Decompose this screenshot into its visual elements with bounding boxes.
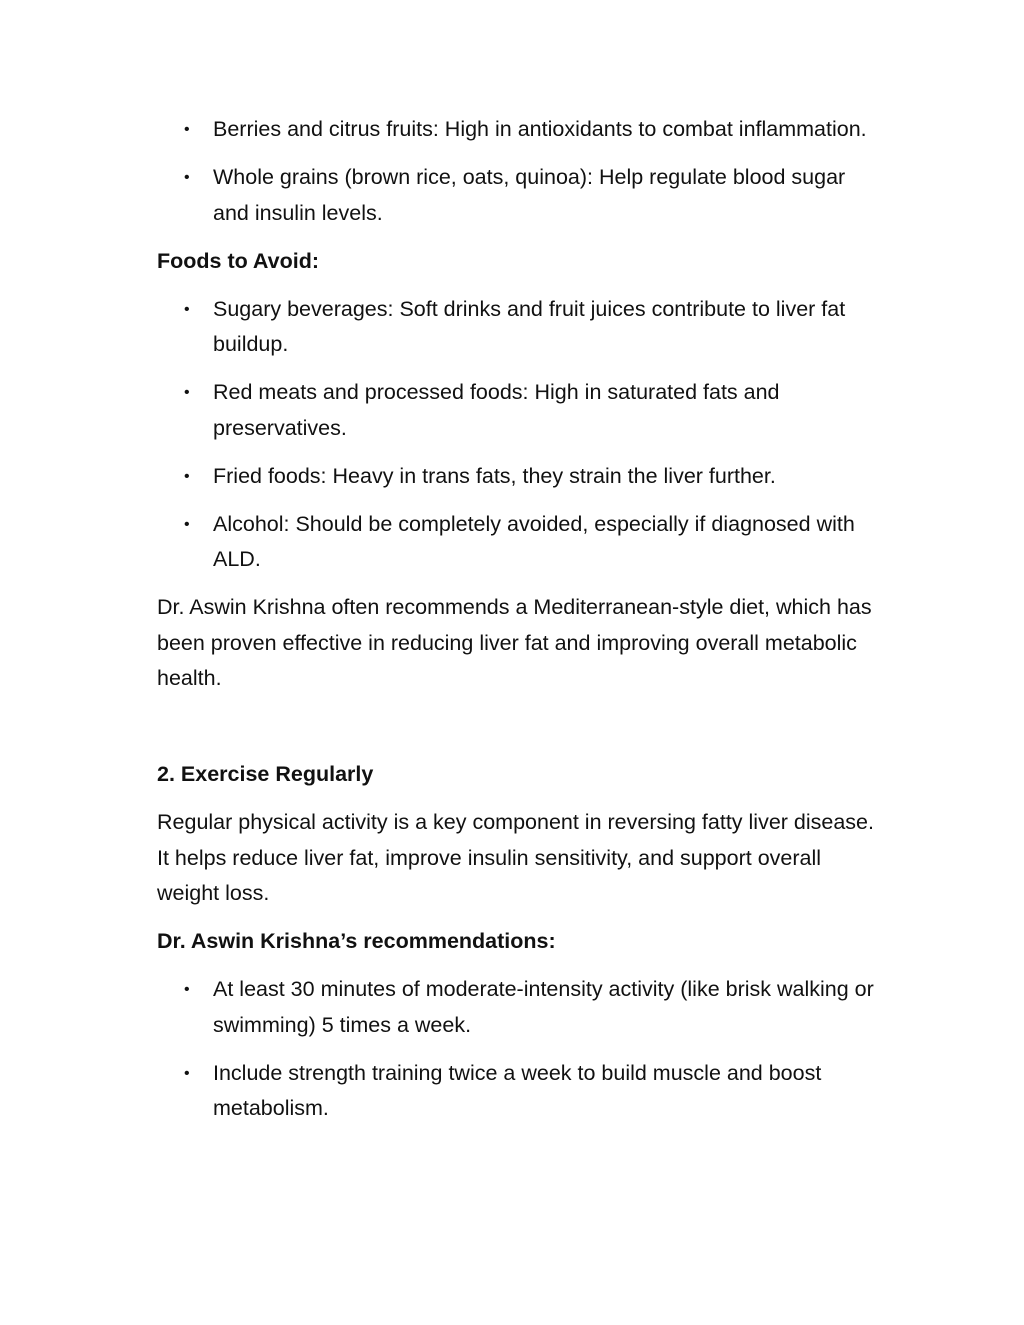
list-item-text: Red meats and processed foods: High in saturated fats and preservatives. bbox=[213, 380, 780, 440]
exercise-heading: 2. Exercise Regularly bbox=[157, 762, 374, 786]
list-item-text: Whole grains (brown rice, oats, quinoa): Help regulate blood sugar and insulin levels. bbox=[213, 165, 846, 225]
section-spacer bbox=[157, 709, 877, 757]
list-item bbox=[157, 507, 877, 578]
bullet: • bbox=[184, 467, 190, 485]
bullet: • bbox=[184, 300, 190, 318]
list-item bbox=[157, 972, 877, 1043]
foods-to-avoid-heading: Foods to Avoid: bbox=[157, 248, 320, 273]
list-item-text: Berries and citrus fruits: High in antioxidants to combat inflammation. bbox=[213, 117, 867, 141]
bullet: • bbox=[184, 1064, 190, 1082]
bullet: • bbox=[184, 169, 190, 186]
exercise-paragraph: Regular physical activity is a key component in reversing fatty liver disease. It helps reduce liver fat, improve insulin sensitivity, and support overall weight loss. bbox=[157, 810, 874, 905]
list-item-text: Sugary beverages: Soft drinks and fruit juices contribute to liver fat buildup. bbox=[213, 296, 846, 356]
recommendations-list bbox=[157, 972, 877, 1127]
list-item-text: Alcohol: Should be completely avoided, especially if diagnosed with ALD. bbox=[213, 511, 855, 571]
mediterranean-paragraph: Dr. Aswin Krishna often recommends a Mediterranean-style diet, which has been proven effective in reducing liver fat and improving overall metabolic health. bbox=[157, 595, 872, 690]
bullet: • bbox=[184, 121, 190, 138]
list-item bbox=[157, 459, 877, 495]
list-item bbox=[157, 1056, 877, 1127]
foods-to-avoid-list bbox=[157, 292, 877, 578]
bullet: • bbox=[184, 981, 190, 998]
bullet: • bbox=[184, 515, 190, 533]
list-item bbox=[157, 160, 877, 231]
recommendations-heading: Dr. Aswin Krishna’s recommendations: bbox=[157, 929, 556, 953]
list-item bbox=[157, 112, 877, 148]
list-item-text: Include strength training twice a week to build muscle and boost metabolism. bbox=[213, 1060, 822, 1120]
list-item bbox=[157, 375, 877, 446]
document-page bbox=[157, 112, 877, 1139]
list-item bbox=[157, 292, 877, 363]
bullet: • bbox=[184, 384, 190, 401]
list-item-text: At least 30 minutes of moderate-intensity activity (like brisk walking or swimming) 5 times a week. bbox=[213, 977, 874, 1037]
list-item-text: Fried foods: Heavy in trans fats, they strain the liver further. bbox=[213, 463, 776, 488]
foods-to-include-list bbox=[157, 112, 877, 231]
